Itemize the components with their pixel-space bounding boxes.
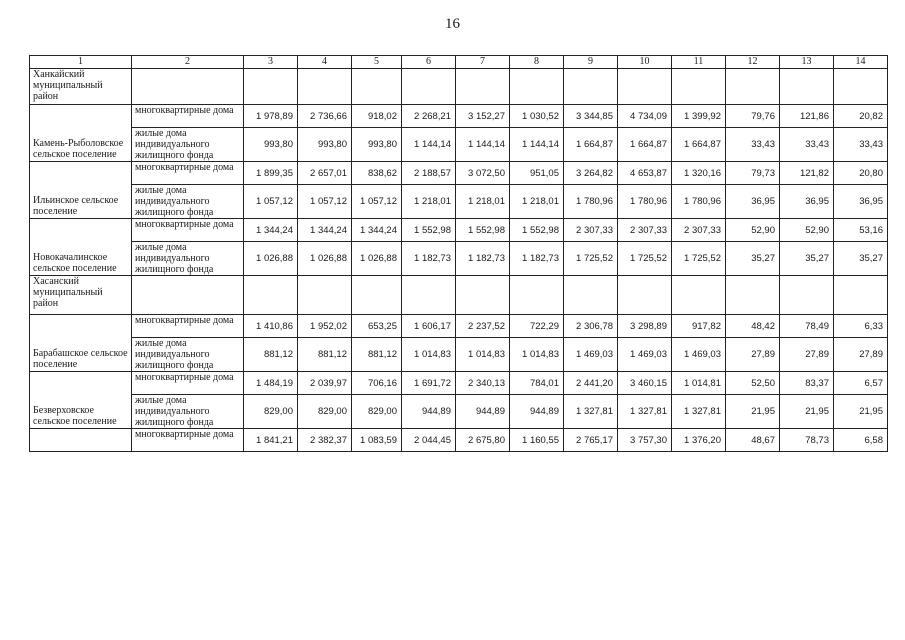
value-cell: 2 268,21 xyxy=(402,105,456,128)
settlement-name: Камень-Рыболовское сельское поселение xyxy=(30,105,132,162)
column-number-row xyxy=(30,56,888,69)
value-cell: 21,95 xyxy=(726,395,780,429)
value-cell: 1 218,01 xyxy=(510,185,564,219)
housing-type: жилые дома индивидуального жилищного фонда xyxy=(132,338,244,372)
value-cell: 1 327,81 xyxy=(672,395,726,429)
value-cell: 36,95 xyxy=(834,185,888,219)
value-cell: 33,43 xyxy=(834,128,888,162)
value-cell: 1 182,73 xyxy=(510,242,564,276)
value-cell: 1 780,96 xyxy=(618,185,672,219)
value-cell: 2 039,97 xyxy=(298,372,352,395)
value-cell: 78,73 xyxy=(780,429,834,452)
value-cell: 1 344,24 xyxy=(244,219,298,242)
column-header: 11 xyxy=(672,56,726,69)
value-cell: 2 736,66 xyxy=(298,105,352,128)
value-cell: 1 327,81 xyxy=(564,395,618,429)
housing-type: многоквартирные дома xyxy=(132,219,244,242)
value-cell: 993,80 xyxy=(352,128,402,162)
value-cell: 881,12 xyxy=(298,338,352,372)
value-cell: 1 469,03 xyxy=(672,338,726,372)
value-cell: 829,00 xyxy=(244,395,298,429)
district-name: Хасанский муниципальный район xyxy=(30,276,132,315)
value-cell: 1 218,01 xyxy=(402,185,456,219)
value-cell: 918,02 xyxy=(352,105,402,128)
value-cell: 951,05 xyxy=(510,162,564,185)
value-cell: 1 083,59 xyxy=(352,429,402,452)
value-cell: 1 691,72 xyxy=(402,372,456,395)
column-header: 3 xyxy=(244,56,298,69)
value-cell: 1 057,12 xyxy=(298,185,352,219)
value-cell: 881,12 xyxy=(352,338,402,372)
housing-type: жилые дома индивидуального жилищного фонда xyxy=(132,242,244,276)
housing-type: жилые дома индивидуального жилищного фонда xyxy=(132,395,244,429)
table-row xyxy=(30,242,888,276)
housing-type: многоквартирные дома xyxy=(132,315,244,338)
housing-type: многоквартирные дома xyxy=(132,105,244,128)
value-cell: 2 044,45 xyxy=(402,429,456,452)
value-cell: 1 014,83 xyxy=(456,338,510,372)
value-cell: 3 072,50 xyxy=(456,162,510,185)
value-cell: 35,27 xyxy=(834,242,888,276)
settlement-name: Ильинское сельское поселение xyxy=(30,162,132,219)
value-cell: 35,27 xyxy=(726,242,780,276)
value-cell: 1 014,83 xyxy=(510,338,564,372)
value-cell: 1 725,52 xyxy=(618,242,672,276)
housing-type: многоквартирные дома xyxy=(132,372,244,395)
value-cell: 53,16 xyxy=(834,219,888,242)
value-cell: 1 218,01 xyxy=(456,185,510,219)
value-cell: 4 653,87 xyxy=(618,162,672,185)
column-header: 7 xyxy=(456,56,510,69)
value-cell: 1 469,03 xyxy=(618,338,672,372)
value-cell: 78,49 xyxy=(780,315,834,338)
value-cell: 1 344,24 xyxy=(352,219,402,242)
value-cell: 2 307,33 xyxy=(618,219,672,242)
value-cell: 2 307,33 xyxy=(672,219,726,242)
value-cell: 993,80 xyxy=(298,128,352,162)
district-row xyxy=(30,276,888,315)
column-header: 1 xyxy=(30,56,132,69)
value-cell: 3 460,15 xyxy=(618,372,672,395)
value-cell: 1 144,14 xyxy=(456,128,510,162)
value-cell: 3 152,27 xyxy=(456,105,510,128)
value-cell: 1 320,16 xyxy=(672,162,726,185)
value-cell: 2 382,37 xyxy=(298,429,352,452)
table-row xyxy=(30,105,888,128)
column-header: 8 xyxy=(510,56,564,69)
value-cell: 3 264,82 xyxy=(564,162,618,185)
value-cell: 829,00 xyxy=(298,395,352,429)
column-header: 4 xyxy=(298,56,352,69)
value-cell: 1 410,86 xyxy=(244,315,298,338)
value-cell: 2 307,33 xyxy=(564,219,618,242)
value-cell: 2 237,52 xyxy=(456,315,510,338)
value-cell: 6,33 xyxy=(834,315,888,338)
value-cell: 1 469,03 xyxy=(564,338,618,372)
value-cell: 881,12 xyxy=(244,338,298,372)
table-row xyxy=(30,372,888,395)
housing-type: жилые дома индивидуального жилищного фонда xyxy=(132,128,244,162)
value-cell: 1 780,96 xyxy=(672,185,726,219)
value-cell: 27,89 xyxy=(726,338,780,372)
column-header: 6 xyxy=(402,56,456,69)
value-cell: 1 552,98 xyxy=(510,219,564,242)
value-cell: 35,27 xyxy=(780,242,834,276)
value-cell: 1 182,73 xyxy=(456,242,510,276)
value-cell: 20,82 xyxy=(834,105,888,128)
column-header: 10 xyxy=(618,56,672,69)
value-cell: 1 030,52 xyxy=(510,105,564,128)
settlement-name: Новокачалинское сельское поселение xyxy=(30,219,132,276)
value-cell: 2 675,80 xyxy=(456,429,510,452)
table-row xyxy=(30,429,888,452)
value-cell: 20,80 xyxy=(834,162,888,185)
value-cell: 36,95 xyxy=(726,185,780,219)
value-cell: 2 657,01 xyxy=(298,162,352,185)
value-cell: 1 344,24 xyxy=(298,219,352,242)
value-cell: 79,76 xyxy=(726,105,780,128)
value-cell: 1 725,52 xyxy=(564,242,618,276)
value-cell: 21,95 xyxy=(834,395,888,429)
housing-type: жилые дома индивидуального жилищного фонда xyxy=(132,185,244,219)
value-cell: 1 014,81 xyxy=(672,372,726,395)
value-cell: 3 757,30 xyxy=(618,429,672,452)
value-cell: 121,86 xyxy=(780,105,834,128)
housing-type: многоквартирные дома xyxy=(132,429,244,452)
value-cell: 6,57 xyxy=(834,372,888,395)
value-cell: 1 664,87 xyxy=(564,128,618,162)
column-header: 9 xyxy=(564,56,618,69)
value-cell: 2 441,20 xyxy=(564,372,618,395)
value-cell: 1 014,83 xyxy=(402,338,456,372)
value-cell: 1 952,02 xyxy=(298,315,352,338)
value-cell: 1 899,35 xyxy=(244,162,298,185)
value-cell: 121,82 xyxy=(780,162,834,185)
table-row xyxy=(30,219,888,242)
value-cell: 1 664,87 xyxy=(618,128,672,162)
value-cell: 1 484,19 xyxy=(244,372,298,395)
value-cell: 917,82 xyxy=(672,315,726,338)
value-cell: 2 188,57 xyxy=(402,162,456,185)
value-cell: 838,62 xyxy=(352,162,402,185)
value-cell: 2 306,78 xyxy=(564,315,618,338)
value-cell: 1 399,92 xyxy=(672,105,726,128)
value-cell: 706,16 xyxy=(352,372,402,395)
column-header: 2 xyxy=(132,56,244,69)
value-cell: 21,95 xyxy=(780,395,834,429)
value-cell: 1 057,12 xyxy=(352,185,402,219)
value-cell: 1 327,81 xyxy=(618,395,672,429)
value-cell: 27,89 xyxy=(780,338,834,372)
value-cell: 3 344,85 xyxy=(564,105,618,128)
value-cell: 944,89 xyxy=(510,395,564,429)
value-cell: 36,95 xyxy=(780,185,834,219)
column-header: 14 xyxy=(834,56,888,69)
value-cell: 2 340,13 xyxy=(456,372,510,395)
value-cell: 784,01 xyxy=(510,372,564,395)
value-cell: 33,43 xyxy=(780,128,834,162)
value-cell: 27,89 xyxy=(834,338,888,372)
value-cell: 48,67 xyxy=(726,429,780,452)
value-cell: 944,89 xyxy=(456,395,510,429)
value-cell: 653,25 xyxy=(352,315,402,338)
value-cell: 829,00 xyxy=(352,395,402,429)
value-cell: 1 552,98 xyxy=(456,219,510,242)
settlement-name: Барабашское сельское поселение xyxy=(30,315,132,372)
column-header: 13 xyxy=(780,56,834,69)
value-cell: 1 841,21 xyxy=(244,429,298,452)
value-cell: 944,89 xyxy=(402,395,456,429)
table-row xyxy=(30,185,888,219)
value-cell: 1 725,52 xyxy=(672,242,726,276)
housing-type: многоквартирные дома xyxy=(132,162,244,185)
district-name: Ханкайский муниципальный район xyxy=(30,69,132,105)
value-cell: 79,73 xyxy=(726,162,780,185)
table-row xyxy=(30,315,888,338)
value-cell: 3 298,89 xyxy=(618,315,672,338)
table-row xyxy=(30,395,888,429)
value-cell: 1 606,17 xyxy=(402,315,456,338)
page-number: 16 xyxy=(445,16,460,32)
value-cell: 1 664,87 xyxy=(672,128,726,162)
value-cell: 1 144,14 xyxy=(510,128,564,162)
tariff-table xyxy=(29,55,888,452)
table-row xyxy=(30,338,888,372)
value-cell: 52,90 xyxy=(726,219,780,242)
value-cell: 52,90 xyxy=(780,219,834,242)
column-header: 5 xyxy=(352,56,402,69)
value-cell: 1 026,88 xyxy=(352,242,402,276)
value-cell: 993,80 xyxy=(244,128,298,162)
value-cell: 1 978,89 xyxy=(244,105,298,128)
value-cell: 2 765,17 xyxy=(564,429,618,452)
value-cell: 33,43 xyxy=(726,128,780,162)
table-row xyxy=(30,162,888,185)
value-cell: 6,58 xyxy=(834,429,888,452)
value-cell: 1 780,96 xyxy=(564,185,618,219)
value-cell: 1 144,14 xyxy=(402,128,456,162)
value-cell: 52,50 xyxy=(726,372,780,395)
value-cell: 4 734,09 xyxy=(618,105,672,128)
district-row xyxy=(30,69,888,105)
value-cell: 1 376,20 xyxy=(672,429,726,452)
value-cell: 722,29 xyxy=(510,315,564,338)
value-cell: 1 552,98 xyxy=(402,219,456,242)
value-cell: 1 026,88 xyxy=(244,242,298,276)
settlement-name: Безверховское сельское поселение xyxy=(30,372,132,429)
value-cell: 1 182,73 xyxy=(402,242,456,276)
table-row xyxy=(30,128,888,162)
value-cell: 1 026,88 xyxy=(298,242,352,276)
column-header: 12 xyxy=(726,56,780,69)
value-cell: 1 160,55 xyxy=(510,429,564,452)
value-cell: 83,37 xyxy=(780,372,834,395)
value-cell: 48,42 xyxy=(726,315,780,338)
value-cell: 1 057,12 xyxy=(244,185,298,219)
